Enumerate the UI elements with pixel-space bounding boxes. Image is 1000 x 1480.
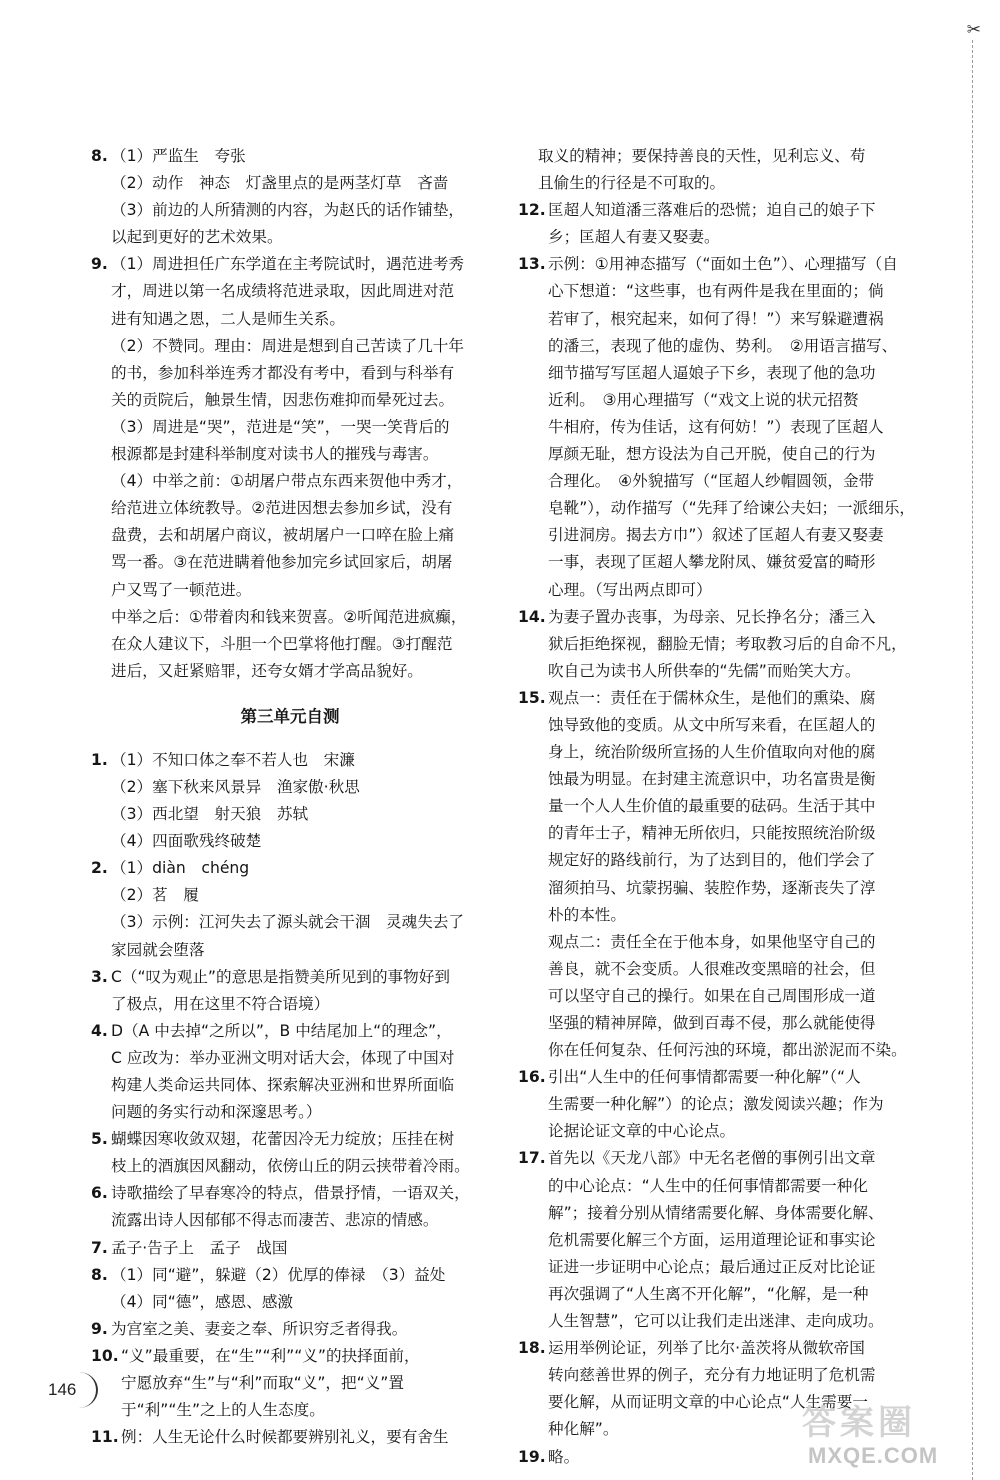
answer-line: 狱后拒绝探视，翻脸无情；考取教习后的自命不凡， (548, 634, 907, 653)
answer-number: 8. (91, 1265, 108, 1284)
answer-item (518, 1064, 918, 1145)
answer-line: （2）动作 神态 灯盏里点的是两茎灯草 吝啬 (111, 174, 449, 193)
answer-line: 生需要一种化解”）的论点；激发阅读兴趣；作为 (548, 1095, 884, 1114)
answer-line: （2）茗 履 (111, 886, 199, 905)
answer-line: 首先以《天龙八部》中无名老僧的事例引出文章 (548, 1149, 876, 1168)
answer-line: 心理。（写出两点即可） (548, 580, 712, 599)
answer-number: 14. (518, 607, 546, 626)
answer-number: 9. (91, 255, 108, 274)
answer-line: 可以坚守自己的操行。如果在自己周围形成一道 (548, 986, 876, 1005)
answer-line: （3）西北望 射天狼 苏轼 (111, 805, 309, 824)
answer-number: 16. (518, 1068, 546, 1087)
answer-number: 18. (518, 1339, 546, 1358)
answer-line: 取义的精神；要保持善良的天性，见利忘义、苟 (538, 147, 866, 165)
answer-line: 蝴蝶因寒收敛双翅，花蕾因冷无力绽放；压挂在树 (111, 1130, 455, 1149)
page-number: 146 (48, 1380, 77, 1399)
section-title: 第三单元自测 (240, 706, 340, 726)
answer-line: 运用举例论证，列举了比尔·盖茨将从微软帝国 (548, 1339, 865, 1358)
answer-line: 且偷生的行径是不可取的。 (538, 174, 726, 193)
answer-number: 5. (91, 1130, 108, 1149)
answer-line: D（A 中去掉“之所以”，B 中结尾加上“的理念”， (111, 1021, 452, 1040)
answer-line: “义”最重要，在“生”“利”“义”的抉择面前， (121, 1346, 420, 1365)
answer-line: 厚颜无耻，想方设法为自己开脱，使自己的行为 (548, 445, 876, 464)
answer-line: 诗歌描绘了早春寒冷的特点，借景抒情，一语双关， (111, 1184, 470, 1203)
watermark (790, 1395, 1000, 1472)
answer-item (518, 1145, 918, 1335)
answer-number: 12. (518, 201, 546, 220)
watermark-logo-text: 答案圈 (802, 1403, 916, 1443)
answer-item (91, 747, 489, 855)
left-column (91, 143, 489, 1451)
answer-line: 若审了，根究起来，如何了得！”）来写躲避遭祸 (548, 309, 884, 328)
answer-line: 为妻子置办丧事，为母亲、兄长挣名分；潘三入 (548, 607, 876, 626)
answer-line: 的书，参加科举连秀才都没有考中，看到与科举有 (111, 363, 455, 382)
answer-line: 户又骂了一顿范进。 (111, 580, 252, 599)
answer-line: 骂一番。③在范进瞒着他参加完乡试回家后，胡屠 (111, 553, 453, 572)
answer-line: 溜须拍马、坑蒙拐骗、装腔作势，逐渐丧失了淳 (548, 878, 876, 897)
answer-line: 善良，就不会变质。人很难改变黑暗的社会，但 (548, 959, 876, 978)
answer-item (91, 251, 489, 685)
answer-line: 中举之后：①带着肉和钱来贺喜。②听闻范进疯癫， (111, 607, 467, 626)
answer-line: 宁愿放弃“生”与“利”而取“义”，把“义”置 (121, 1374, 404, 1393)
answer-number: 19. (518, 1447, 546, 1466)
answer-line: C（“叹为观止”的意思是指赞美所见到的事物好到 (111, 967, 450, 986)
answer-line: 关的贡院后，触景生情，因悲伤难抑而晕死过去。 (111, 390, 455, 409)
answer-line: （3）示例：江河失去了源头就会干涸 灵魂失去了 (111, 913, 464, 932)
answer-line: 种化解”。 (548, 1420, 619, 1439)
answer-line: 蚀最为明显。在封建主流意识中，功名富贵是衡 (548, 770, 876, 789)
answer-item (91, 964, 489, 1018)
answer-item (91, 1343, 489, 1424)
answer-line: 进有知遇之恩，二人是师生关系。 (111, 309, 345, 328)
answer-line: （4）同“德”，感恩、感激 (111, 1292, 294, 1311)
answer-number: 9. (91, 1319, 108, 1338)
answer-line: （4）中举之前：①胡屠户带点东西来贺他中秀才， (111, 472, 463, 491)
answer-line: （2）不赞同。理由：周进是想到自己苦读了几十年 (111, 336, 464, 355)
answer-item (518, 604, 918, 685)
left-answers-part2 (91, 747, 489, 1451)
answer-line: 坚强的精神屏障，做到百毒不侵，那么就能使得 (548, 1014, 876, 1032)
answer-line: 要化解，从而证明文章的中心论点“人生需要一 (548, 1393, 868, 1412)
answer-line: 于“利”“生”之上的人生态度。 (121, 1401, 325, 1420)
answer-line: 皂靴”），动作描写（“先拜了给谏公夫妇；一派细乐， (548, 499, 916, 518)
answer-item (91, 1262, 489, 1316)
answer-line: 才，周进以第一名成绩将范进录取，因此周进对范 (111, 282, 455, 301)
answer-item (518, 685, 918, 1064)
cut-line (972, 40, 973, 1480)
answer-item (91, 143, 489, 251)
right-column (518, 143, 918, 1471)
answer-number: 8. (91, 147, 108, 165)
answer-line: 流露出诗人因郁郁不得志而凄苦、悲凉的情感。 (111, 1211, 439, 1230)
answer-line: 了极点，用在这里不符合语境） (111, 994, 330, 1013)
answer-item (91, 855, 489, 963)
answer-line: 在众人建议下，斗胆一个巴掌将他打醒。③打醒范 (111, 634, 453, 653)
answer-line: 示例：①用神态描写（“面如土色”）、心理描写（自 (548, 255, 898, 274)
answer-line: 的青年士子，精神无所依归，只能按照统治阶级 (548, 824, 876, 843)
answer-line: 身上，统治阶级所宣扬的人生价值取向对他的腐 (548, 743, 876, 762)
answer-line: 危机需要化解三个方面，运用道理论证和事实论 (548, 1230, 876, 1249)
answer-line: 你在任何复杂、任何污浊的环境，都出淤泥而不染。 (548, 1041, 907, 1060)
answer-line: 孟子·告子上 孟子 战国 (111, 1238, 288, 1257)
answer-line: （1）同“避”，躲避（2）优厚的俸禄 （3）益处 (111, 1265, 446, 1284)
answer-line: 心下想道：“这些事，也有两件是我在里面的；倘 (548, 282, 884, 301)
answer-line: 一事，表现了匡超人攀龙附凤、嫌贫爱富的畸形 (548, 553, 876, 572)
answer-line: （1）不知口体之奉不若人也 宋濂 (111, 750, 355, 769)
answer-item (518, 197, 918, 251)
answer-line: 进后，又赶紧赔罪，还夸女婿才学高品貌好。 (111, 661, 423, 680)
answer-line: 牛相府，传为佳话，这有何妨！”）表现了匡超人 (548, 417, 884, 436)
answer-line: 家园就会堕落 (111, 940, 205, 959)
answer-line: 量一个人人生价值的最重要的砝码。生活于其中 (548, 797, 876, 816)
answer-line: 再次强调了“人生离不开化解”，“化解，是一种 (548, 1284, 869, 1303)
answer-line: 观点二：责任全在于他本身，如果他坚守自己的 (548, 932, 876, 951)
answer-line: 为宫室之美、妻妾之奉、所识穷乏者得我。 (111, 1319, 408, 1338)
answer-item (518, 251, 918, 603)
left-answers-part1 (91, 143, 489, 685)
answer-line: 引出“人生中的任何事情都需要一种化解”（“人 (548, 1068, 861, 1087)
answer-line: 给范进立体统教导。②范进因想去参加乡试，没有 (111, 499, 453, 518)
answer-line: 转向慈善世界的例子，充分有力地证明了危机需 (548, 1366, 876, 1385)
answer-line: 问题的务实行动和深邃思考。） (111, 1103, 322, 1122)
answer-line: 证进一步证明中心论点；最后通过正反对比论证 (548, 1257, 876, 1276)
answer-line: 朴的本性。 (548, 905, 626, 924)
answer-number: 2. (91, 859, 108, 878)
answer-line: C 应改为：举办亚洲文明对话大会，体现了中国对 (111, 1048, 455, 1067)
answer-number: 11. (91, 1428, 119, 1447)
answer-number: 17. (518, 1149, 546, 1168)
answer-number: 13. (518, 255, 546, 274)
answer-number: 4. (91, 1021, 108, 1040)
answer-line: 盘费，去和胡屠户商议，被胡屠户一口啐在脸上痛 (111, 526, 455, 545)
answer-item (91, 1235, 489, 1262)
answer-number: 7. (91, 1238, 108, 1257)
answer-line: 吹自己为读书人所供奉的“先儒”而贻笑大方。 (548, 661, 861, 680)
answer-line: 论据论证文章的中心论点。 (548, 1122, 736, 1141)
answer-number: 10. (91, 1346, 119, 1365)
answer-line: 观点一：责任在于儒林众生，是他们的熏染、腐 (548, 688, 876, 707)
answer-line: 人生智慧”，它可以让我们走出迷津、走向成功。 (548, 1312, 884, 1331)
answer-item (91, 1018, 489, 1126)
answer-item (91, 1424, 489, 1451)
answer-line: （3）周进是“哭”，范进是“笑”，一哭一笑背后的 (111, 417, 450, 436)
answer-line: 合理化。 ④外貌描写（“匡超人纱帽圆领，金带 (548, 472, 875, 491)
answer-line: 匡超人知道潘三落难后的恐慌；迫自己的娘子下 (548, 201, 876, 220)
answer-line: 引进洞房。揭去方巾”）叙述了匡超人有妻又娶妻 (548, 526, 884, 545)
answer-item (91, 1316, 489, 1343)
answer-item (518, 143, 918, 197)
answer-line: 的潘三，表现了他的虚伪、势利。 ②用语言描写、 (548, 336, 898, 355)
answer-line: 蚀导致他的变质。从文中所写来看，在匡超人的 (548, 715, 876, 734)
answer-line: （2）塞下秋来风景异 渔家傲·秋思 (111, 777, 360, 796)
answer-item (91, 1180, 489, 1234)
answer-line: 构建人类命运共同体、探索解决亚洲和世界所面临 (111, 1076, 455, 1094)
answer-line: 乡；匡超人有妻又娶妻。 (548, 228, 720, 247)
answer-line: 解”；接着分别从情绪需要化解、身体需要化解、 (548, 1203, 884, 1222)
answer-line: 的中心论点：“人生中的任何事情都需要一种化 (548, 1176, 868, 1195)
answer-number: 6. (91, 1184, 108, 1203)
answer-line: 规定好的路线前行，为了达到目的，他们学会了 (548, 851, 876, 870)
answer-line: 以起到更好的艺术效果。 (111, 228, 283, 247)
answer-line: 例：人生无论什么时候都要辨别礼义，要有舍生 (121, 1428, 449, 1447)
answer-line: （4）四面歌残终破楚 (111, 832, 262, 851)
answer-line: （1）严监生 夸张 (111, 147, 246, 165)
answer-item (91, 1126, 489, 1180)
answer-line: 根源都是封建科举制度对读书人的摧残与毒害。 (111, 445, 439, 464)
watermark-url: MXQE.COM (808, 1443, 939, 1468)
answer-line: 细节描写写匡超人逼娘子下乡，表现了他的急功 (548, 363, 876, 382)
answer-line: （1）周进担任广东学道在主考院试时，遇范进考秀 (111, 255, 464, 274)
answer-number: 1. (91, 750, 108, 769)
answer-number: 3. (91, 967, 108, 986)
answer-line: 略。 (548, 1447, 580, 1466)
right-answers (518, 143, 918, 1471)
answer-line: 枝上的酒旗因风翻动，依傍山丘的阴云挟带着冷雨。 (111, 1157, 470, 1176)
answer-line: （3）前边的人所猜测的内容，为赵氏的话作铺垫， (111, 201, 464, 220)
answer-number: 15. (518, 688, 546, 707)
answer-line: 近利。 ③用心理描写（“戏文上说的状元招赘 (548, 390, 859, 409)
answer-line: （1）diàn chéng (111, 859, 250, 878)
scissors-icon: ✂ (966, 20, 981, 40)
